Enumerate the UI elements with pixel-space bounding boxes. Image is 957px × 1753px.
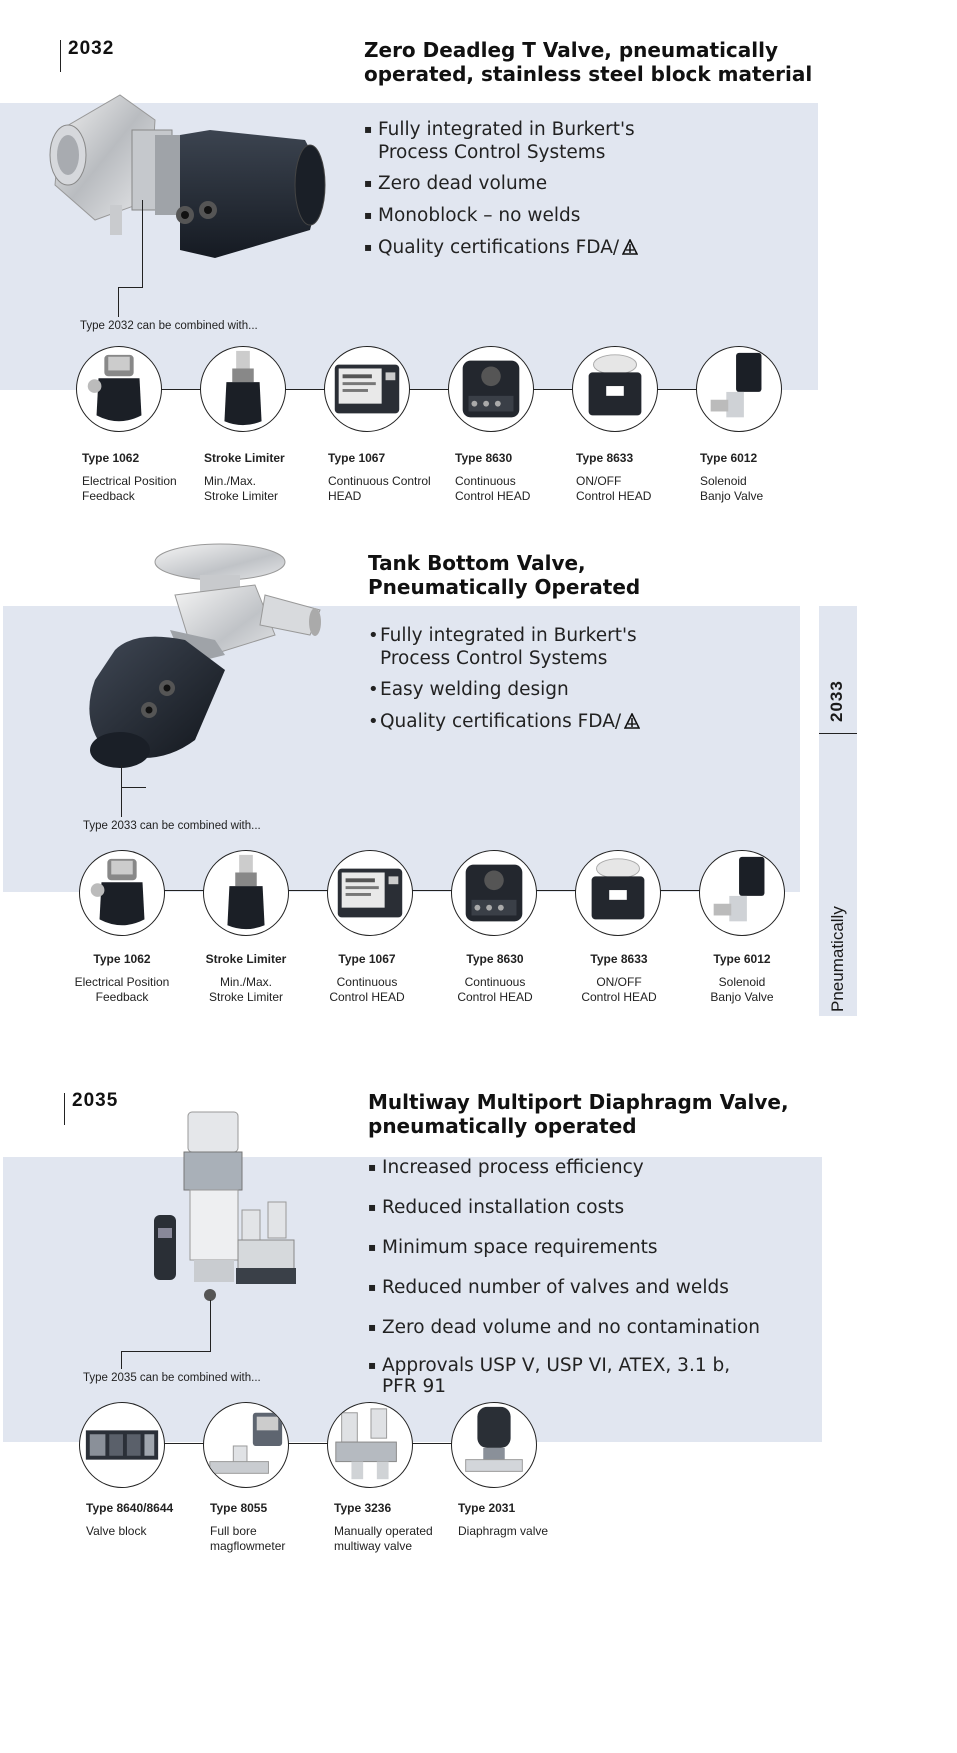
feature-item <box>368 1316 760 1339</box>
solenoid-valve-icon <box>697 347 781 431</box>
accessory-image <box>327 1402 413 1488</box>
section-title-line: Tank Bottom Valve, <box>368 551 586 575</box>
feature-text: Easy welding design <box>380 679 569 700</box>
combined-with-label: Type 2035 can be combined with... <box>83 1372 261 1384</box>
accessory-label <box>677 952 807 1005</box>
section-title-line: operated, stainless steel block material <box>364 62 813 86</box>
feature-text: Process Control Systems <box>378 142 606 163</box>
accessory-type: Type 8633 <box>590 952 648 966</box>
section-number: 2032 <box>68 38 115 59</box>
accessory-type: Type 1067 <box>328 451 386 465</box>
accessory-image <box>200 346 286 432</box>
accessory-desc: Electrical Position <box>74 975 170 989</box>
accessory-type: Type 3236 <box>334 1501 392 1515</box>
accessory-type: Type 1062 <box>93 952 151 966</box>
feature-item <box>368 624 640 670</box>
certification-mark-icon <box>624 713 640 729</box>
accessory-label <box>554 952 684 1005</box>
accessory-image <box>448 346 534 432</box>
feature-list <box>364 118 638 259</box>
accessory-desc: HEAD <box>328 489 362 503</box>
feature-text: Minimum space requirements <box>382 1237 658 1258</box>
feature-list <box>368 624 640 733</box>
accessory-image <box>327 850 413 936</box>
multiway-valve-product-image <box>150 1110 310 1310</box>
accessory-desc: magflowmeter <box>210 1539 286 1553</box>
connector-line <box>121 1351 122 1369</box>
accessory-image <box>324 346 410 432</box>
feature-item <box>364 204 638 227</box>
accessory-image <box>575 850 661 936</box>
feature-text: Monoblock – no welds <box>378 205 581 226</box>
accessory-desc: Manually operated <box>334 1524 433 1538</box>
accessory-type: Stroke Limiter <box>205 952 287 966</box>
accessory-desc: Control HEAD <box>576 489 652 503</box>
accessory-type: Type 1067 <box>338 952 396 966</box>
section-title-line: Multiway Multiport Diaphragm Valve, <box>368 1090 789 1114</box>
accessory-image <box>79 850 165 936</box>
accessory-desc: Banjo Valve <box>710 990 774 1004</box>
feature-text: Process Control Systems <box>380 648 608 669</box>
accessory-label <box>204 451 334 504</box>
accessory-desc: ON/OFF <box>596 975 642 989</box>
feature-text: Quality certifications FDA/ <box>378 237 620 258</box>
accessory-image <box>451 1402 537 1488</box>
accessory-desc: Feedback <box>95 990 149 1004</box>
feature-text: Approvals USP V, USP VI, ATEX, 3.1 b, <box>382 1355 731 1376</box>
section-number-rule <box>64 1093 65 1125</box>
accessory-label <box>455 451 585 504</box>
accessory-desc: Continuous <box>455 474 516 488</box>
accessory-desc: Continuous <box>336 975 398 989</box>
accessory-image <box>76 346 162 432</box>
t-valve-product-image <box>40 90 340 280</box>
accessory-desc: multiway valve <box>334 1539 413 1553</box>
feature-text: Fully integrated in Burkert's <box>378 119 635 140</box>
accessory-type: Stroke Limiter <box>204 451 285 465</box>
feature-text: Reduced number of valves and welds <box>382 1277 729 1298</box>
accessory-desc: Banjo Valve <box>700 489 764 503</box>
multiway-valve-icon <box>328 1403 412 1487</box>
accessory-type: Type 1062 <box>82 451 140 465</box>
diaphragm-valve-icon <box>452 1403 536 1487</box>
combined-with-label: Type 2033 can be combined with... <box>83 820 261 832</box>
feature-text: Zero dead volume <box>378 173 548 194</box>
accessory-type: Type 8640/8644 <box>86 1501 174 1515</box>
feature-item <box>368 710 640 733</box>
feature-item <box>368 678 640 701</box>
on-off-control-head-icon <box>573 347 657 431</box>
feature-item <box>368 1156 760 1179</box>
accessory-connector-line <box>121 1443 491 1444</box>
accessory-desc: Control HEAD <box>329 990 405 1004</box>
connector-line <box>118 287 119 317</box>
feature-text: Increased process efficiency <box>382 1157 644 1178</box>
accessory-label <box>334 1501 464 1554</box>
accessory-desc: Min./Max. <box>219 975 272 989</box>
accessory-label <box>86 1501 216 1539</box>
accessory-desc: Solenoid <box>700 474 747 488</box>
stroke-limiter-icon <box>204 851 288 935</box>
accessory-desc: Diaphragm valve <box>458 1524 549 1538</box>
accessory-desc: ON/OFF <box>576 474 622 488</box>
accessory-desc: Stroke Limiter <box>204 489 279 503</box>
continuous-control-head-icon <box>452 851 536 935</box>
accessory-label <box>328 451 458 504</box>
section-number: 2035 <box>72 1090 119 1111</box>
accessory-desc: Electrical Position <box>82 474 177 488</box>
feature-item <box>364 118 638 164</box>
accessory-desc: Full bore <box>210 1524 257 1538</box>
magflowmeter-icon <box>204 1403 288 1487</box>
section-title-line: Pneumatically Operated <box>368 575 641 599</box>
accessory-image <box>203 1402 289 1488</box>
feature-item <box>368 1355 760 1397</box>
accessory-type: Type 2031 <box>458 1501 516 1515</box>
connector-line <box>121 1300 211 1352</box>
accessory-label <box>430 952 560 1005</box>
accessory-desc: Feedback <box>82 489 135 503</box>
section-title-line: pneumatically operated <box>368 1114 637 1138</box>
accessory-desc: Control HEAD <box>581 990 657 1004</box>
accessory-desc: Control HEAD <box>457 990 533 1004</box>
stroke-limiter-icon <box>201 347 285 431</box>
side-tab-divider <box>819 733 857 734</box>
certification-mark-icon <box>622 239 638 255</box>
tank-bottom-valve-product-image <box>75 540 325 780</box>
accessory-label <box>210 1501 340 1554</box>
accessory-desc: Min./Max. <box>204 474 257 488</box>
accessory-label <box>181 952 311 1005</box>
section-title-line: Zero Deadleg T Valve, pneumatically <box>364 38 779 62</box>
feature-item <box>368 1196 760 1219</box>
accessory-type: Type 6012 <box>713 952 771 966</box>
accessory-image <box>451 850 537 936</box>
section-title <box>368 551 640 599</box>
accessory-label <box>458 1501 588 1539</box>
accessory-label <box>302 952 432 1005</box>
section-title <box>364 38 812 86</box>
control-head-display-icon <box>325 347 409 431</box>
accessory-image <box>699 850 785 936</box>
accessory-type: Type 8630 <box>466 952 524 966</box>
connector-line <box>121 787 146 788</box>
accessory-label <box>576 451 706 504</box>
section-title <box>368 1090 789 1138</box>
accessory-image <box>79 1402 165 1488</box>
connector-line <box>121 765 122 817</box>
accessory-desc: Solenoid <box>718 975 766 989</box>
side-tab-number: 2033 <box>827 680 846 722</box>
valve-block-icon <box>80 1403 164 1487</box>
feature-item <box>364 172 638 195</box>
section-number-rule <box>60 40 61 72</box>
feature-item <box>364 236 638 259</box>
accessory-label <box>700 451 830 504</box>
accessory-image <box>572 346 658 432</box>
accessory-type: Type 8633 <box>576 451 634 465</box>
feature-text: Quality certifications FDA/ <box>380 711 622 732</box>
accessory-image <box>203 850 289 936</box>
connector-line <box>118 200 143 288</box>
on-off-control-head-icon <box>576 851 660 935</box>
feature-text: Zero dead volume and no contamination <box>382 1317 761 1338</box>
position-feedback-icon <box>80 851 164 935</box>
accessory-desc: Valve block <box>86 1524 147 1538</box>
solenoid-valve-icon <box>700 851 784 935</box>
accessory-desc: Stroke Limiter <box>208 990 284 1004</box>
accessory-image <box>696 346 782 432</box>
accessory-desc: Control HEAD <box>455 489 531 503</box>
accessory-type: Type 6012 <box>700 451 758 465</box>
feature-text: Fully integrated in Burkert's <box>380 625 637 646</box>
accessory-label <box>57 952 187 1005</box>
accessory-label <box>82 451 212 504</box>
feature-item <box>368 1236 760 1259</box>
accessory-desc: Continuous Control <box>328 474 431 488</box>
combined-with-label: Type 2032 can be combined with... <box>80 320 258 332</box>
position-feedback-icon <box>77 347 161 431</box>
feature-item <box>368 1276 760 1299</box>
feature-text: Reduced installation costs <box>382 1197 625 1218</box>
control-head-display-icon <box>328 851 412 935</box>
feature-text: PFR 91 <box>382 1376 447 1397</box>
accessory-type: Type 8630 <box>455 451 513 465</box>
accessory-type: Type 8055 <box>210 1501 268 1515</box>
side-tab-label: Pneumatically <box>828 906 847 1012</box>
accessory-desc: Continuous <box>464 975 526 989</box>
feature-list <box>368 1156 760 1397</box>
continuous-control-head-icon <box>449 347 533 431</box>
